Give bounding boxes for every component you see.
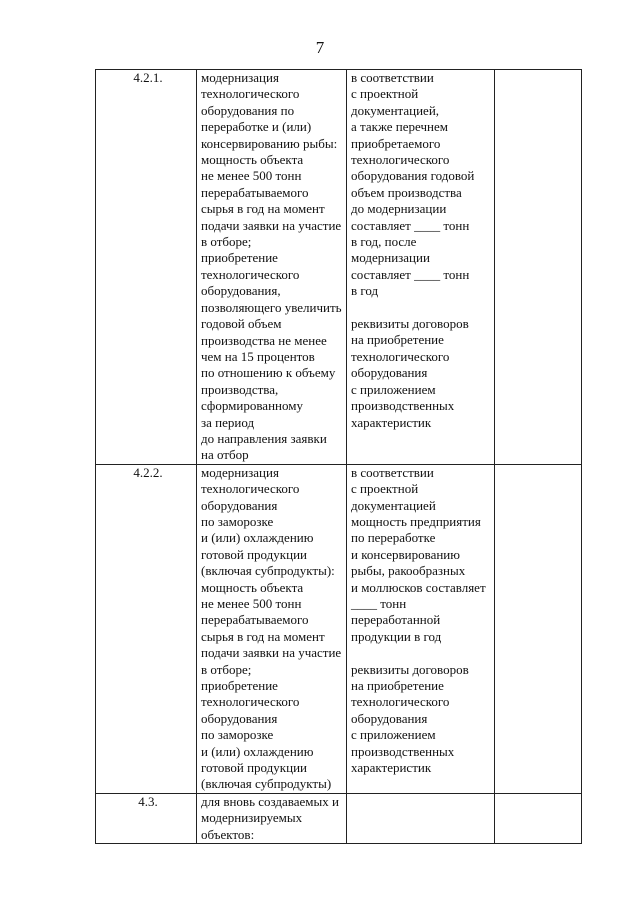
text-line: перерабатываемого <box>201 184 309 200</box>
text-line: технологического <box>201 694 300 710</box>
empty-cell <box>495 70 582 465</box>
text-line: производства, <box>201 381 279 397</box>
text-line: реквизиты договоров <box>351 661 469 677</box>
text-line: документацией, <box>351 102 440 118</box>
text-line: модернизация <box>201 464 279 480</box>
text-line: до модернизации <box>351 201 447 217</box>
text-line: реквизиты договоров <box>351 316 469 332</box>
text-line: производства не менее <box>201 332 327 348</box>
confirmation-cell <box>347 793 495 843</box>
text-line: в соответствии <box>351 464 434 480</box>
text-line: подачи заявки на участие <box>201 645 342 661</box>
text-line: оборудования <box>201 710 278 726</box>
text-line: технологического <box>201 481 300 497</box>
text-line: характеристик <box>351 760 432 776</box>
text-line: мощность объекта <box>201 579 304 595</box>
text-line: рыбы, ракообразных <box>351 563 466 579</box>
table-row <box>96 70 582 465</box>
item-number-cell: 4.3. <box>96 793 197 843</box>
confirmation-cell <box>347 464 495 793</box>
text-line: по заморозке <box>201 727 274 743</box>
text-line: перерабатываемого <box>201 612 309 628</box>
table-row <box>96 464 582 793</box>
text-line: в соответствии <box>351 70 434 85</box>
text-line: переработке и (или) <box>201 119 312 135</box>
text-line: составляет ____ тонн <box>351 266 470 282</box>
text-line: по заморозке <box>201 513 274 529</box>
text-line: модернизация <box>201 70 279 85</box>
text-line: сырья в год на момент <box>201 628 325 644</box>
text-line: за период <box>201 414 255 430</box>
text-line: годовой объем <box>201 316 282 332</box>
text-line: оборудования <box>351 365 428 381</box>
text-line: с проектной <box>351 481 419 497</box>
text-line: технологического <box>201 266 300 282</box>
text-line: не менее 500 тонн <box>201 168 302 184</box>
text-line: продукции в год <box>351 628 442 644</box>
text-line: (включая субпродукты): <box>201 563 335 579</box>
text-line: мощность объекта <box>201 152 304 168</box>
text-line: производственных <box>351 398 455 414</box>
text-line: приобретение <box>201 678 278 694</box>
text-line: до направления заявки <box>201 430 327 446</box>
text-line: в отборе; <box>201 661 252 677</box>
text-line: оборудования по <box>201 102 295 118</box>
text-line: оборудования, <box>201 283 281 299</box>
text-line: документацией <box>351 497 436 513</box>
table-row <box>96 793 582 843</box>
text-line: оборудования <box>201 497 278 513</box>
requirement-cell <box>197 793 347 843</box>
text-line: оборудования <box>351 710 428 726</box>
item-number-cell: 4.2.2. <box>96 464 197 793</box>
table-body <box>96 70 582 844</box>
text-line: мощность предприятия <box>351 513 481 529</box>
text-line: технологического <box>351 152 450 168</box>
text-line: и (или) охлаждению <box>201 530 314 546</box>
text-line: технологического <box>351 348 450 364</box>
empty-cell <box>495 464 582 793</box>
text-line: в год, после <box>351 234 417 250</box>
text-line <box>351 300 494 316</box>
text-line: технологического <box>201 86 300 102</box>
text-line: по переработке <box>351 530 436 546</box>
requirement-cell <box>197 70 347 465</box>
text-line: и моллюсков составляет <box>351 579 486 595</box>
text-line <box>351 645 494 661</box>
text-line: модернизируемых <box>201 810 303 826</box>
text-line: на приобретение <box>351 332 444 348</box>
requirement-cell <box>197 464 347 793</box>
text-line: с проектной <box>351 86 419 102</box>
text-line: технологического <box>351 694 450 710</box>
text-line: и консервированию <box>351 546 460 562</box>
text-line: объем производства <box>351 184 462 200</box>
text-line: по отношению к объему <box>201 365 336 381</box>
text-line: производственных <box>351 743 455 759</box>
text-line: объектов: <box>201 826 255 842</box>
text-line: готовой продукции <box>201 760 307 776</box>
text-line: на приобретение <box>351 678 444 694</box>
item-number-cell: 4.2.1. <box>96 70 197 465</box>
text-line: характеристик <box>351 414 432 430</box>
text-line: для вновь создаваемых и <box>201 793 339 809</box>
text-line: оборудования годовой <box>351 168 475 184</box>
text-line: не менее 500 тонн <box>201 596 302 611</box>
empty-cell <box>495 793 582 843</box>
text-line: приобретение <box>201 250 278 266</box>
text-line: в отборе; <box>201 234 252 250</box>
text-line: подачи заявки на участие <box>201 217 342 233</box>
text-line: приобретаемого <box>351 135 441 151</box>
text-line: с приложением <box>351 381 436 397</box>
text-line: переработанной <box>351 612 441 628</box>
text-line: модернизации <box>351 250 430 266</box>
text-line: ____ тонн <box>351 596 407 611</box>
text-line: позволяющего увеличить <box>201 299 342 315</box>
text-line: и (или) охлаждению <box>201 743 314 759</box>
text-line: консервированию рыбы: <box>201 135 338 151</box>
text-line: сформированному <box>201 398 303 414</box>
confirmation-cell <box>347 70 495 465</box>
text-line: а также перечнем <box>351 119 448 135</box>
text-line: чем на 15 процентов <box>201 348 315 364</box>
text-line: (включая субпродукты) <box>201 776 332 792</box>
page-number: 7 <box>315 38 325 57</box>
text-line: с приложением <box>351 727 436 743</box>
text-line: на отбор <box>201 447 249 463</box>
text-line: в год <box>351 283 379 299</box>
requirements-table <box>95 69 582 844</box>
text-line: составляет ____ тонн <box>351 217 470 233</box>
text-line: готовой продукции <box>201 546 307 562</box>
text-line: сырья в год на момент <box>201 201 325 217</box>
